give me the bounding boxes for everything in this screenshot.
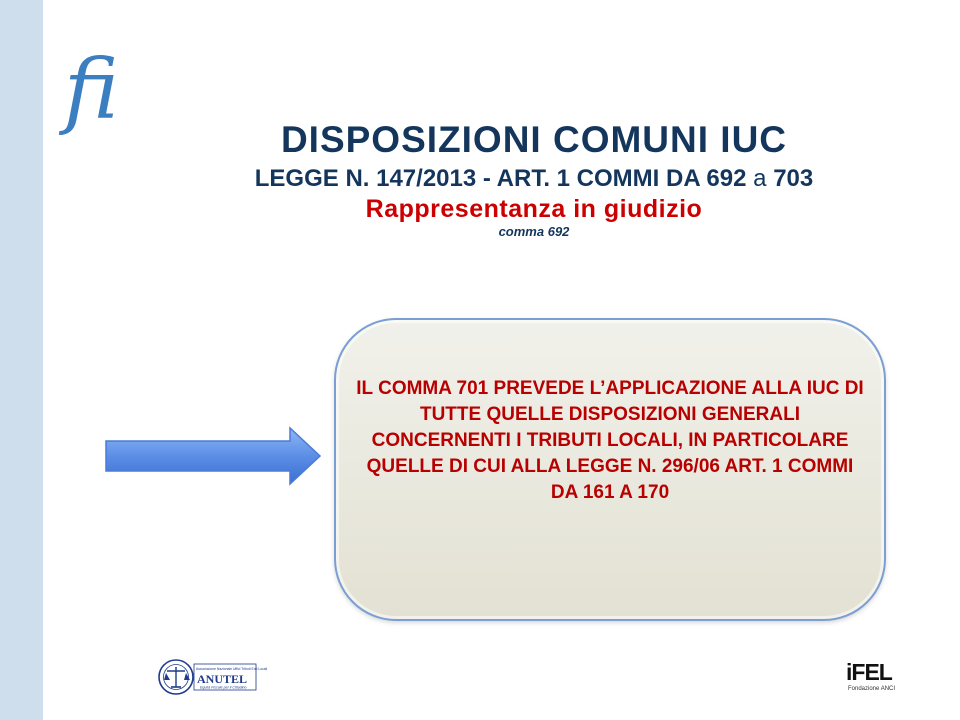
subtitle-law: LEGGE N. 147/2013 - ART. 1 COMMI DA 692 [254,165,747,192]
info-callout-box [334,318,886,621]
fi-logo-icon [62,42,132,138]
title-block [150,118,918,240]
subtitle-connector: a [753,165,767,192]
ifel-logo-subtitle: Fondazione ANCI [848,686,896,692]
slide-title: DISPOSIZIONI COMUNI IUC [280,119,788,160]
section-title: Rappresentanza in giudizio [365,195,703,223]
right-arrow-icon [104,425,324,487]
svg-text:fi: fi [64,43,119,138]
anutel-logo [157,656,268,696]
info-callout-text: IL COMMA 701 PREVEDE L’APPLICAZIONE ALLA IUC DI TUTTE QUELLE DISPOSIZIONI GENERALI CONCERNENTI I TRIBUTI LOCALI, IN PARTICOLARE QUELLE DI CUI ALLA LEGGE N. 296/06 ART. 1 COMMI DA 161 A 170 [356,377,864,503]
slide-subtitle [150,164,918,194]
svg-text:ANUTEL: ANUTEL [197,672,248,686]
comma-reference: comma 692 [498,224,570,239]
left-sidebar-bar [0,0,43,720]
ifel-logo [846,658,906,698]
svg-text:Associazione Nazionale Uffici: Associazione Nazionale Uffici Tributi Enti Locali [196,667,268,671]
subtitle-end: 703 [773,165,814,192]
ifel-logo-name: iFEL [846,659,892,685]
svg-text:Equità Fiscale per il Cittadin: Equità Fiscale per il Cittadino [200,685,247,690]
